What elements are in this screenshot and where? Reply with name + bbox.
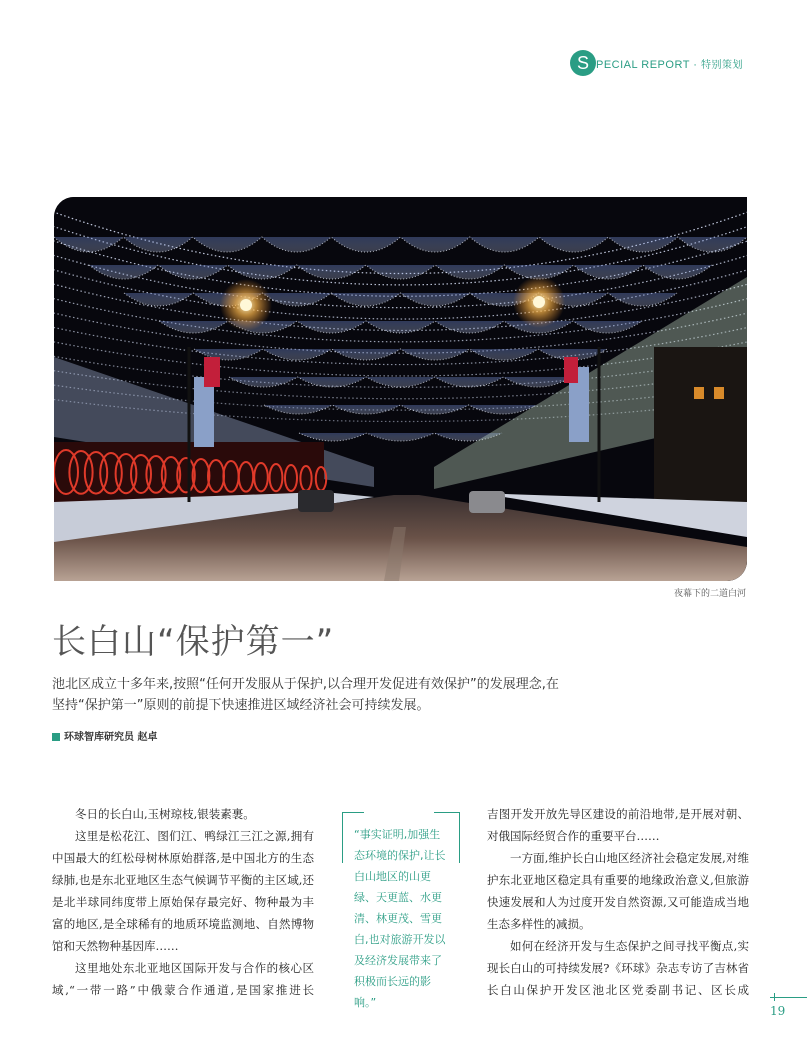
photo-caption: 夜幕下的二道白河: [673, 589, 746, 599]
paragraph: 冬日的长白山,玉树琼枝,银装素裹。: [75, 807, 255, 821]
special-report-logo-icon: S: [570, 50, 596, 76]
night-street-illustration: [54, 197, 747, 581]
section-header-text: [596, 56, 743, 71]
page-number: 19: [770, 1004, 786, 1018]
car-left: [298, 490, 334, 512]
pull-quote-text: “事实证明,加强生态环境的保护,让长白山地区的山更绿、天更蓝、水更清、林更茂、雪更白,也对旅游开发以及经济发展带来了积极而长远的影响。”: [354, 828, 446, 1009]
body-column-right: [487, 803, 749, 1001]
article-title: 长白山“保护第一”: [52, 622, 335, 662]
page-number-tick: [774, 993, 775, 1001]
page-number-rule: [770, 997, 807, 998]
street-lights-photo: [54, 197, 747, 581]
lead-line-2: 坚持“保护第一”原则的前提下快速推进区域经济社会可持续发展。: [52, 698, 430, 713]
section-separator: ·: [693, 59, 698, 71]
paragraph: 一方面,维护长白山地区经济社会稳定发展,对维护东北亚地区稳定具有重要的地缘政治意义,但旅游快速发展和人为过度开发自然资源,又可能造成当地生态多样性的减损。: [487, 851, 749, 931]
paragraph: 吉图开发开放先导区建设的前沿地带,是开展对朝、对俄国际经贸合作的重要平台……: [487, 807, 749, 843]
paragraph: 这里地处东北亚地区国际开发与合作的核心区域,“一带一路”中俄蒙合作通道,是国家推进长: [52, 961, 314, 997]
car-right: [469, 491, 505, 513]
byline-square-icon: [52, 733, 60, 741]
lead-line-1: 池北区成立十多年来,按照“任何开发服从于保护,以合理开发促进有效保护”的发展理念,在: [52, 677, 559, 692]
paragraph: 如何在经济开发与生态保护之间寻找平衡点,实现长白山的可持续发展?《环球》杂志专访了吉林省长白山保护开发区池北区党委副书记、区长成: [487, 939, 749, 997]
byline: [52, 728, 157, 743]
byline-text: 环球智库研究员 赵卓: [64, 732, 158, 743]
section-name-en: PECIAL REPORT: [596, 59, 690, 71]
article-lead: [52, 674, 652, 716]
section-header: [570, 50, 770, 78]
pull-quote: [342, 812, 458, 1013]
section-name-cn: 特别策划: [701, 60, 744, 71]
paragraph: 这里是松花江、图们江、鸭绿江三江之源,拥有中国最大的红松母树林原始群落,是中国北方的生态绿肺,也是东北亚地区生态气候调节平衡的主区域,还是北半球同纬度带上原始保存最完好、物种最为丰富的地区,是全球稀有的地质环境监测地、自然博物馆和天然物种基因库……: [52, 829, 314, 953]
body-column-left: [52, 803, 314, 1001]
